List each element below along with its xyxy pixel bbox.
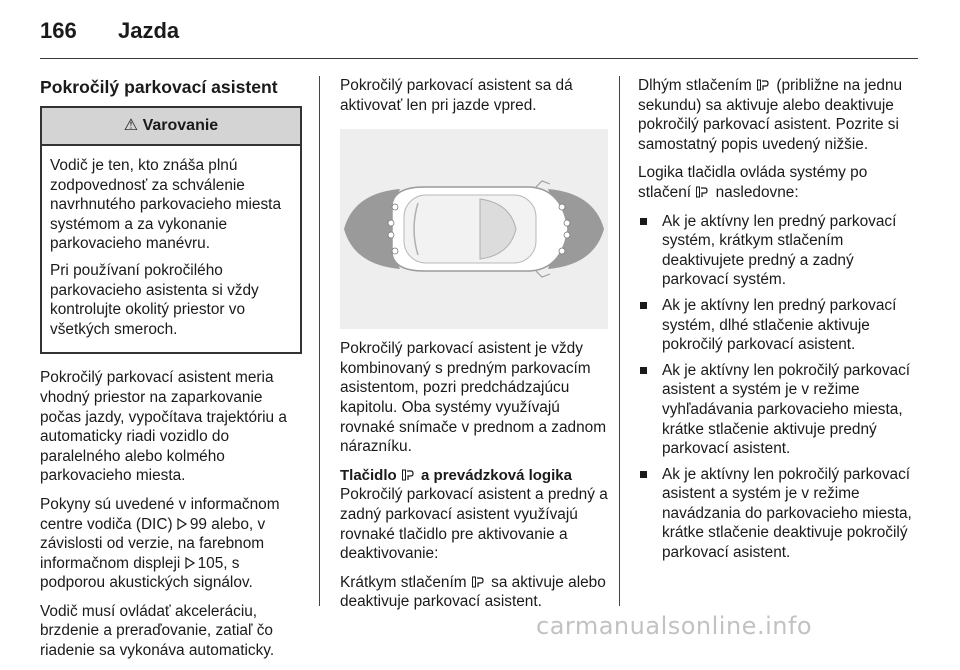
page-reference-icon <box>177 518 187 530</box>
column-separator <box>319 76 320 606</box>
parking-assist-button-icon <box>757 79 771 91</box>
column-right <box>638 76 913 569</box>
text-run: Dlhým stlačením <box>638 77 752 94</box>
warning-text: Pri používaní pokročilého parkovacieho asistenta si vždy kontrolujte okolitý priestor vo všetkých smeroch. <box>50 261 259 338</box>
body-paragraph: Pokročilý parkovací asistent je vždy kombinovaný s predným parkovacím asistentom, pozri predchádzajúcu kapitolu. Oba systémy využívajú rovnaké snímače v prednom a zadnom nárazníku. <box>340 340 607 456</box>
header-rule <box>40 58 918 59</box>
text-run: nasledovne: <box>715 183 799 201</box>
car-icon <box>392 181 568 277</box>
body-paragraph <box>40 495 302 593</box>
text-run: Tlačidlo <box>340 466 397 484</box>
text-run: Krátkym stlačením <box>340 573 467 591</box>
parking-assist-button-icon <box>696 186 710 198</box>
list-item-text: Ak je aktívny len pokročilý parkovací asistent a systém je v režime vyhľadávania parkovacieho miesta, krátke stlačenie aktivuje predný parkovací asistent. <box>662 361 911 458</box>
warning-text: Vodič je ten, kto znáša plnú zodpovednosť za schválenie navrhnutého parkovacieho miesta systémom a za vykonanie parkovacieho manévru. <box>50 157 282 253</box>
bullet-square-icon <box>640 218 647 225</box>
text-run: 99 alebo, v závislosti od verzie, na farebnom informačnom displeji <box>40 515 266 572</box>
text-run: (približne na jednu sekundu) sa aktivuje alebo deaktivuje pokročilý parkovací asistent. Pozrite si samostatný popis uvedený nižšie. <box>638 77 903 153</box>
page-header <box>40 18 179 44</box>
warning-triangle-icon: ⚠ <box>123 117 139 134</box>
column-middle <box>340 76 608 621</box>
body-paragraph <box>340 573 608 612</box>
text-run: Logika tlačidla ovláda systémy po stlačení <box>638 164 868 201</box>
list-item <box>638 361 913 459</box>
bullet-square-icon <box>640 367 647 374</box>
car-topview-illustration <box>340 129 608 329</box>
text-run: Pokyny sú uvedené v informačnom centre vodiča (DIC) <box>40 495 280 533</box>
list-item <box>638 465 913 563</box>
body-paragraph: Vodič musí ovládať akceleráciu, brzdenie a preraďovanie, zatiaľ čo riadenie sa vykonáva automaticky. <box>40 602 275 660</box>
subheading <box>340 466 608 486</box>
column-separator <box>619 76 620 606</box>
body-paragraph: Pokročilý parkovací asistent sa dá aktivovať len pri jazde vpred. <box>340 77 573 114</box>
text-run: a prevádzková logika <box>421 466 572 484</box>
parking-sensor-figure <box>340 129 608 329</box>
page-reference-icon <box>185 557 195 569</box>
body-paragraph: Pokročilý parkovací asistent a predný a zadný parkovací asistent využívajú rovnaké tlačidlo pre aktivovanie a deaktivovanie: <box>340 486 608 563</box>
parking-assist-button-icon <box>472 576 486 588</box>
button-logic-list <box>638 212 913 563</box>
body-paragraph <box>638 76 913 154</box>
body-paragraph <box>638 163 913 202</box>
text-run: sa aktivuje alebo deaktivuje parkovací asistent. <box>340 573 606 611</box>
bullet-square-icon <box>640 471 647 478</box>
section-title: Jazda <box>118 18 180 43</box>
list-item <box>638 296 913 355</box>
list-item-text: Ak je aktívny len pokročilý parkovací asistent a systém je v režime navádzania do parkovacieho miesta, krátke stlačenie deaktivuje pokročilý parkovací asistent. <box>662 465 912 562</box>
column-left <box>40 76 302 670</box>
parking-assist-button-icon <box>402 469 416 481</box>
warning-header <box>42 108 300 146</box>
list-item <box>638 212 913 290</box>
text-run: 105, s podporou akustických signálov. <box>40 554 253 592</box>
warning-box <box>40 106 302 354</box>
page-number: 166 <box>40 18 77 43</box>
warning-body <box>42 146 300 352</box>
bullet-square-icon <box>640 302 647 309</box>
body-paragraph: Pokročilý parkovací asistent meria vhodný priestor na zaparkovanie počas jazdy, vypočítava trajektóriu a automaticky riadi vozidlo do paralelného alebo kolmého parkovacieho miesta. <box>40 369 287 485</box>
watermark: carmanualsonline.info <box>536 612 813 640</box>
list-item-text: Ak je aktívny len predný parkovací systém, krátkym stlačením deaktivujete predný a zadný parkovací systém. <box>662 212 897 289</box>
list-item-text: Ak je aktívny len predný parkovací systém, dlhé stlačenie aktivuje pokročilý parkovací asistent. <box>662 296 897 354</box>
chapter-heading: Pokročilý parkovací asistent <box>40 77 278 97</box>
warning-label: Varovanie <box>142 117 219 134</box>
